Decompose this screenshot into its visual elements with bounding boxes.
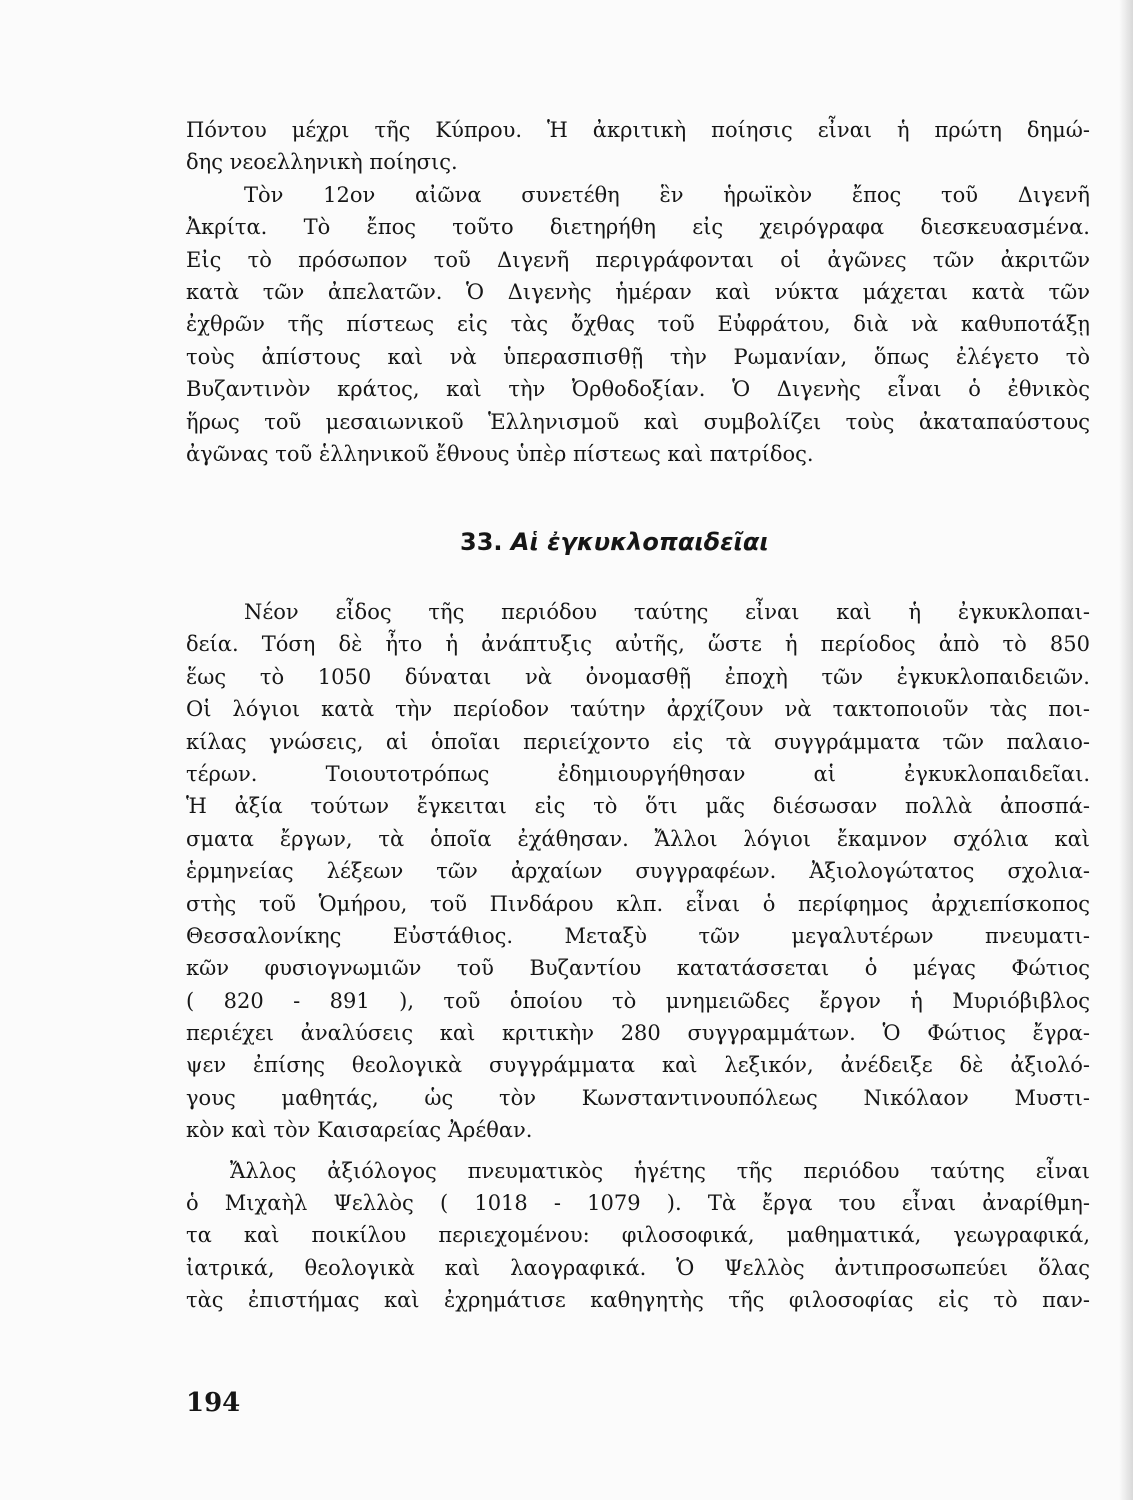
text-line: ἕως τὸ 1050 δύναται νὰ ὀνομασθῇ ἐποχὴ τῶν ἐγκυκλοπαιδειῶν. bbox=[186, 664, 1090, 689]
text-line: τα καὶ ποικίλου περιεχομένου: φιλοσοφικά, μαθηματικά, γεωγραφικά, bbox=[186, 1223, 1090, 1248]
text-line: ( 820 - 891 ), τοῦ ὁποίου τὸ μνημειῶδες ἔργον ἡ Μυριόβιβλος bbox=[186, 988, 1090, 1013]
text-line: γους μαθητάς, ὡς τὸν Κωνσταντινουπόλεως Νικόλαον Μυστι- bbox=[186, 1085, 1090, 1110]
text-line: κατὰ τῶν ἀπελατῶν. Ὁ Διγενὴς ἡμέραν καὶ νύκτα μάχεται κατὰ τῶν bbox=[186, 279, 1090, 304]
text-block-top bbox=[186, 114, 1090, 470]
text-line: Θεσσαλονίκης Εὐστάθιος. Μεταξὺ τῶν μεγαλυτέρων πνευματι- bbox=[186, 923, 1090, 948]
text-line: Ἄλλος ἀξιόλογος πνευματικὸς ἡγέτης τῆς περιόδου ταύτης εἶναι bbox=[230, 1158, 1090, 1183]
text-line: κῶν φυσιογνωμιῶν τοῦ Βυζαντίου κατατάσσεται ὁ μέγας Φώτιος bbox=[186, 956, 1090, 981]
section-heading bbox=[460, 528, 880, 556]
page-number: 194 bbox=[186, 1388, 241, 1418]
section-number: 33. bbox=[460, 528, 503, 556]
text-block-bottom bbox=[186, 596, 1090, 1317]
text-line: δεία. Τόση δὲ ἦτο ἡ ἀνάπτυξις αὐτῆς, ὥστε ἡ περίοδος ἀπὸ τὸ 850 bbox=[186, 632, 1090, 657]
text-line: Νέον εἶδος τῆς περιόδου ταύτης εἶναι καὶ ἡ ἐγκυκλοπαι- bbox=[244, 600, 1090, 624]
text-line: περιέχει ἀναλύσεις καὶ κριτικὴν 280 συγγραμμάτων. Ὁ Φώτιος ἔγρα- bbox=[186, 1021, 1090, 1046]
text-line: ἰατρικά, θεολογικὰ καὶ λαογραφικά. Ὁ Ψελλὸς ἀντιπροσωπεύει ὅλας bbox=[186, 1255, 1090, 1280]
text-line: Πόντου μέχρι τῆς Κύπρου. Ἡ ἀκριτικὴ ποίησις εἶναι ἡ πρώτη δημώ- bbox=[186, 118, 1090, 142]
text-line: κίλας γνώσεις, αἱ ὁποῖαι περιείχοντο εἰς τὰ συγγράμματα τῶν παλαιο- bbox=[186, 729, 1090, 754]
section-title: Αἱ ἐγκυκλοπαιδεῖαι bbox=[510, 528, 769, 556]
text-line: Τὸν 12ον αἰῶνα συνετέθη ἓν ἡρωϊκὸν ἔπος τοῦ Διγενῆ bbox=[244, 182, 1090, 207]
text-line: τὰς ἐπιστήμας καὶ ἐχρημάτισε καθηγητὴς τῆς φιλοσοφίας εἰς τὸ παν- bbox=[186, 1288, 1090, 1313]
text-line: Εἰς τὸ πρόσωπον τοῦ Διγενῆ περιγράφονται οἱ ἀγῶνες τῶν ἀκριτῶν bbox=[186, 247, 1090, 272]
text-line: δης νεοελληνικὴ ποίησις. bbox=[186, 150, 458, 175]
text-line: ὁ Μιχαὴλ Ψελλὸς ( 1018 - 1079 ). Τὰ ἔργα του εἶναι ἀναρίθμη- bbox=[186, 1191, 1090, 1216]
text-line: σματα ἔργων, τὰ ὁποῖα ἐχάθησαν. Ἄλλοι λόγιοι ἔκαμνον σχόλια καὶ bbox=[186, 826, 1090, 851]
text-line: ἥρως τοῦ μεσαιωνικοῦ Ἑλληνισμοῦ καὶ συμβολίζει τοὺς ἀκαταπαύστους bbox=[186, 409, 1090, 434]
text-line: Βυζαντινὸν κράτος, καὶ τὴν Ὀρθοδοξίαν. Ὁ Διγενὴς εἶναι ὁ ἐθνικὸς bbox=[186, 377, 1090, 402]
text-line: ἑρμηνείας λέξεων τῶν ἀρχαίων συγγραφέων. Ἀξιολογώτατος σχολια- bbox=[186, 859, 1090, 884]
text-line: Οἱ λόγιοι κατὰ τὴν περίοδον ταύτην ἀρχίζουν νὰ τακτοποιοῦν τὰς ποι- bbox=[186, 697, 1090, 722]
text-line: ἐχθρῶν τῆς πίστεως εἰς τὰς ὄχθας τοῦ Εὐφράτου, διὰ νὰ καθυποτάξῃ bbox=[186, 312, 1090, 337]
text-line: τοὺς ἀπίστους καὶ νὰ ὑπερασπισθῇ τὴν Ρωμανίαν, ὅπως ἐλέγετο τὸ bbox=[186, 344, 1090, 369]
text-line: κὸν καὶ τὸν Καισαρείας Ἀρέθαν. bbox=[186, 1118, 533, 1143]
text-line: ἀγῶνας τοῦ ἑλληνικοῦ ἔθνους ὑπὲρ πίστεως καὶ πατρίδος. bbox=[186, 441, 814, 466]
text-line: Ἡ ἀξία τούτων ἔγκειται εἰς τὸ ὅτι μᾶς διέσωσαν πολλὰ ἀποσπά- bbox=[186, 794, 1090, 819]
page-edge-shadow bbox=[1119, 0, 1133, 1500]
text-line: τέρων. Τοιουτοτρόπως ἐδημιουργήθησαν αἱ ἐγκυκλοπαιδεῖαι. bbox=[186, 761, 1090, 786]
text-line: στὴς τοῦ Ὁμήρου, τοῦ Πινδάρου κλπ. εἶναι ὁ περίφημος ἀρχιεπίσκοπος bbox=[186, 891, 1090, 916]
text-line: ψεν ἐπίσης θεολογικὰ συγγράμματα καὶ λεξικόν, ἀνέδειξε δὲ ἀξιολό- bbox=[186, 1053, 1090, 1078]
text-line: Ἀκρίτα. Τὸ ἔπος τοῦτο διετηρήθη εἰς χειρόγραφα διεσκευασμένα. bbox=[186, 215, 1090, 240]
